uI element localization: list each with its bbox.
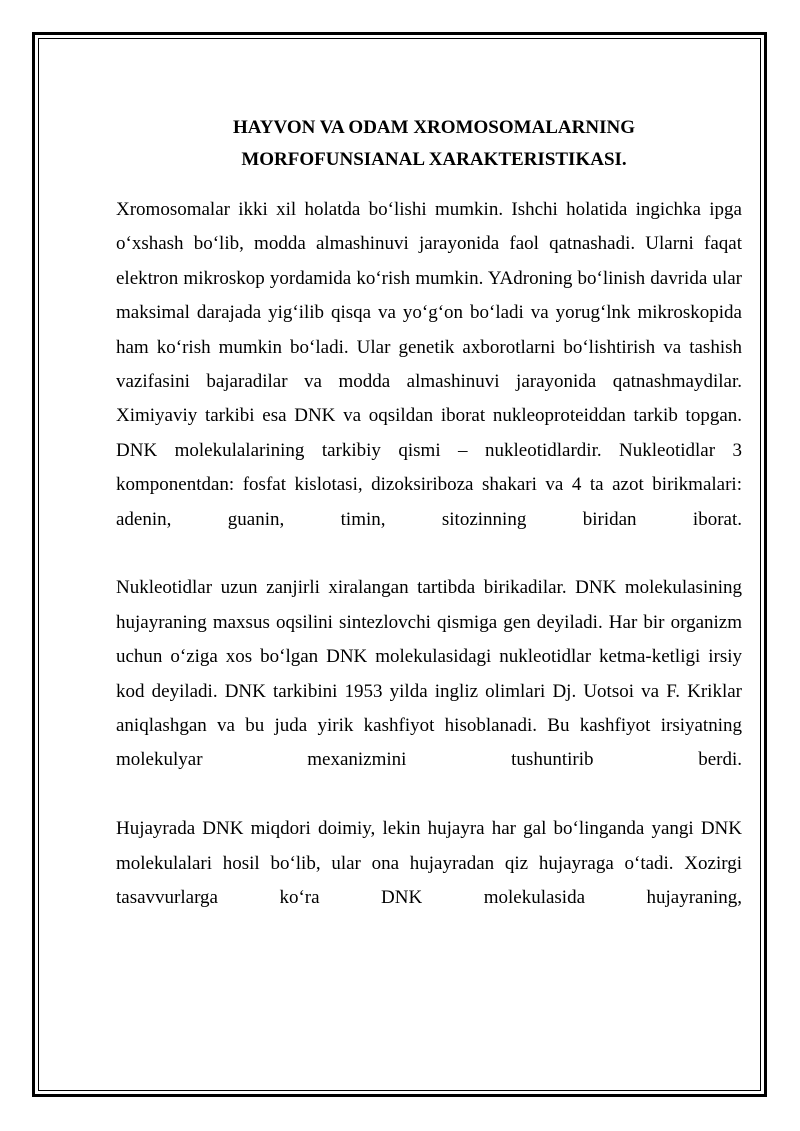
paragraph-3: Hujayrada DNK miqdori doimiy, lekin hujayra har gal bo‘linganda yangi DNK molekulalari hosil bo‘lib, ular ona hujayradan qiz hujayraga o‘tadi. Xozirgi tasavvurlarga ko‘ra DNK molekulasida hujayraning,: [116, 818, 742, 909]
title-line-2: MORFOFUNSIANAL XARAKTERISTIKASI.: [241, 149, 627, 170]
document-body: [116, 112, 742, 950]
paragraph-1: Xromosomalar ikki xil holatda bo‘lishi mumkin. Ishchi holatida ingichka ipga o‘xshash bo‘lib, modda almashinuvi jarayonida faol qatnashadi. Ularni faqat elektron mikroskop yordamida ko‘rish mumkin. YAdroning bo‘linish davrida ular maksimal darajada yig‘ilib qisqa va yo‘g‘on bo‘ladi va yorug‘lnk mikroskopida ham ko‘rish mumkin bo‘ladi. Ular genetik axborotlarni bo‘lishtirish va tashish vazifasini bajaradilar va modda almashinuvi jarayonida qatnashmaydilar. Ximiyaviy tarkibi esa DNK va oqsildan iborat nukleoproteiddan tarkib topgan. DNK molekulalarining tarkibiy qismi – nukleotidlardir. Nukleotidlar 3 komponentdan: fosfat kislotasi, dizoksiriboza shakari va 4 ta azot birikmalari: adenin, guanin, timin, sitozinning biridan iborat.: [116, 199, 742, 530]
paragraph-2: Nukleotidlar uzun zanjirli xiralangan tartibda birikadilar. DNK molekulasining hujayraning maxsus oqsilini sintezlovchi qismiga gen deyiladi. Har bir organizm uchun o‘ziga xos bo‘lgan DNK molekulasidagi nukleotidlar ketma-ketligi irsiy kod deyiladi. DNK tarkibini 1953 yilda ingliz olimlari Dj. Uotsoi va F. Kriklar aniqlashgan va bu juda yirik kashfiyot hisoblanadi. Bu kashfiyot irsiyatning molekulyar mexanizmini tushuntirib berdi.: [116, 577, 742, 771]
title-line-1: HAYVON VA ODAM XROMOSOMALARNING: [233, 117, 635, 138]
document-title: [116, 112, 742, 176]
